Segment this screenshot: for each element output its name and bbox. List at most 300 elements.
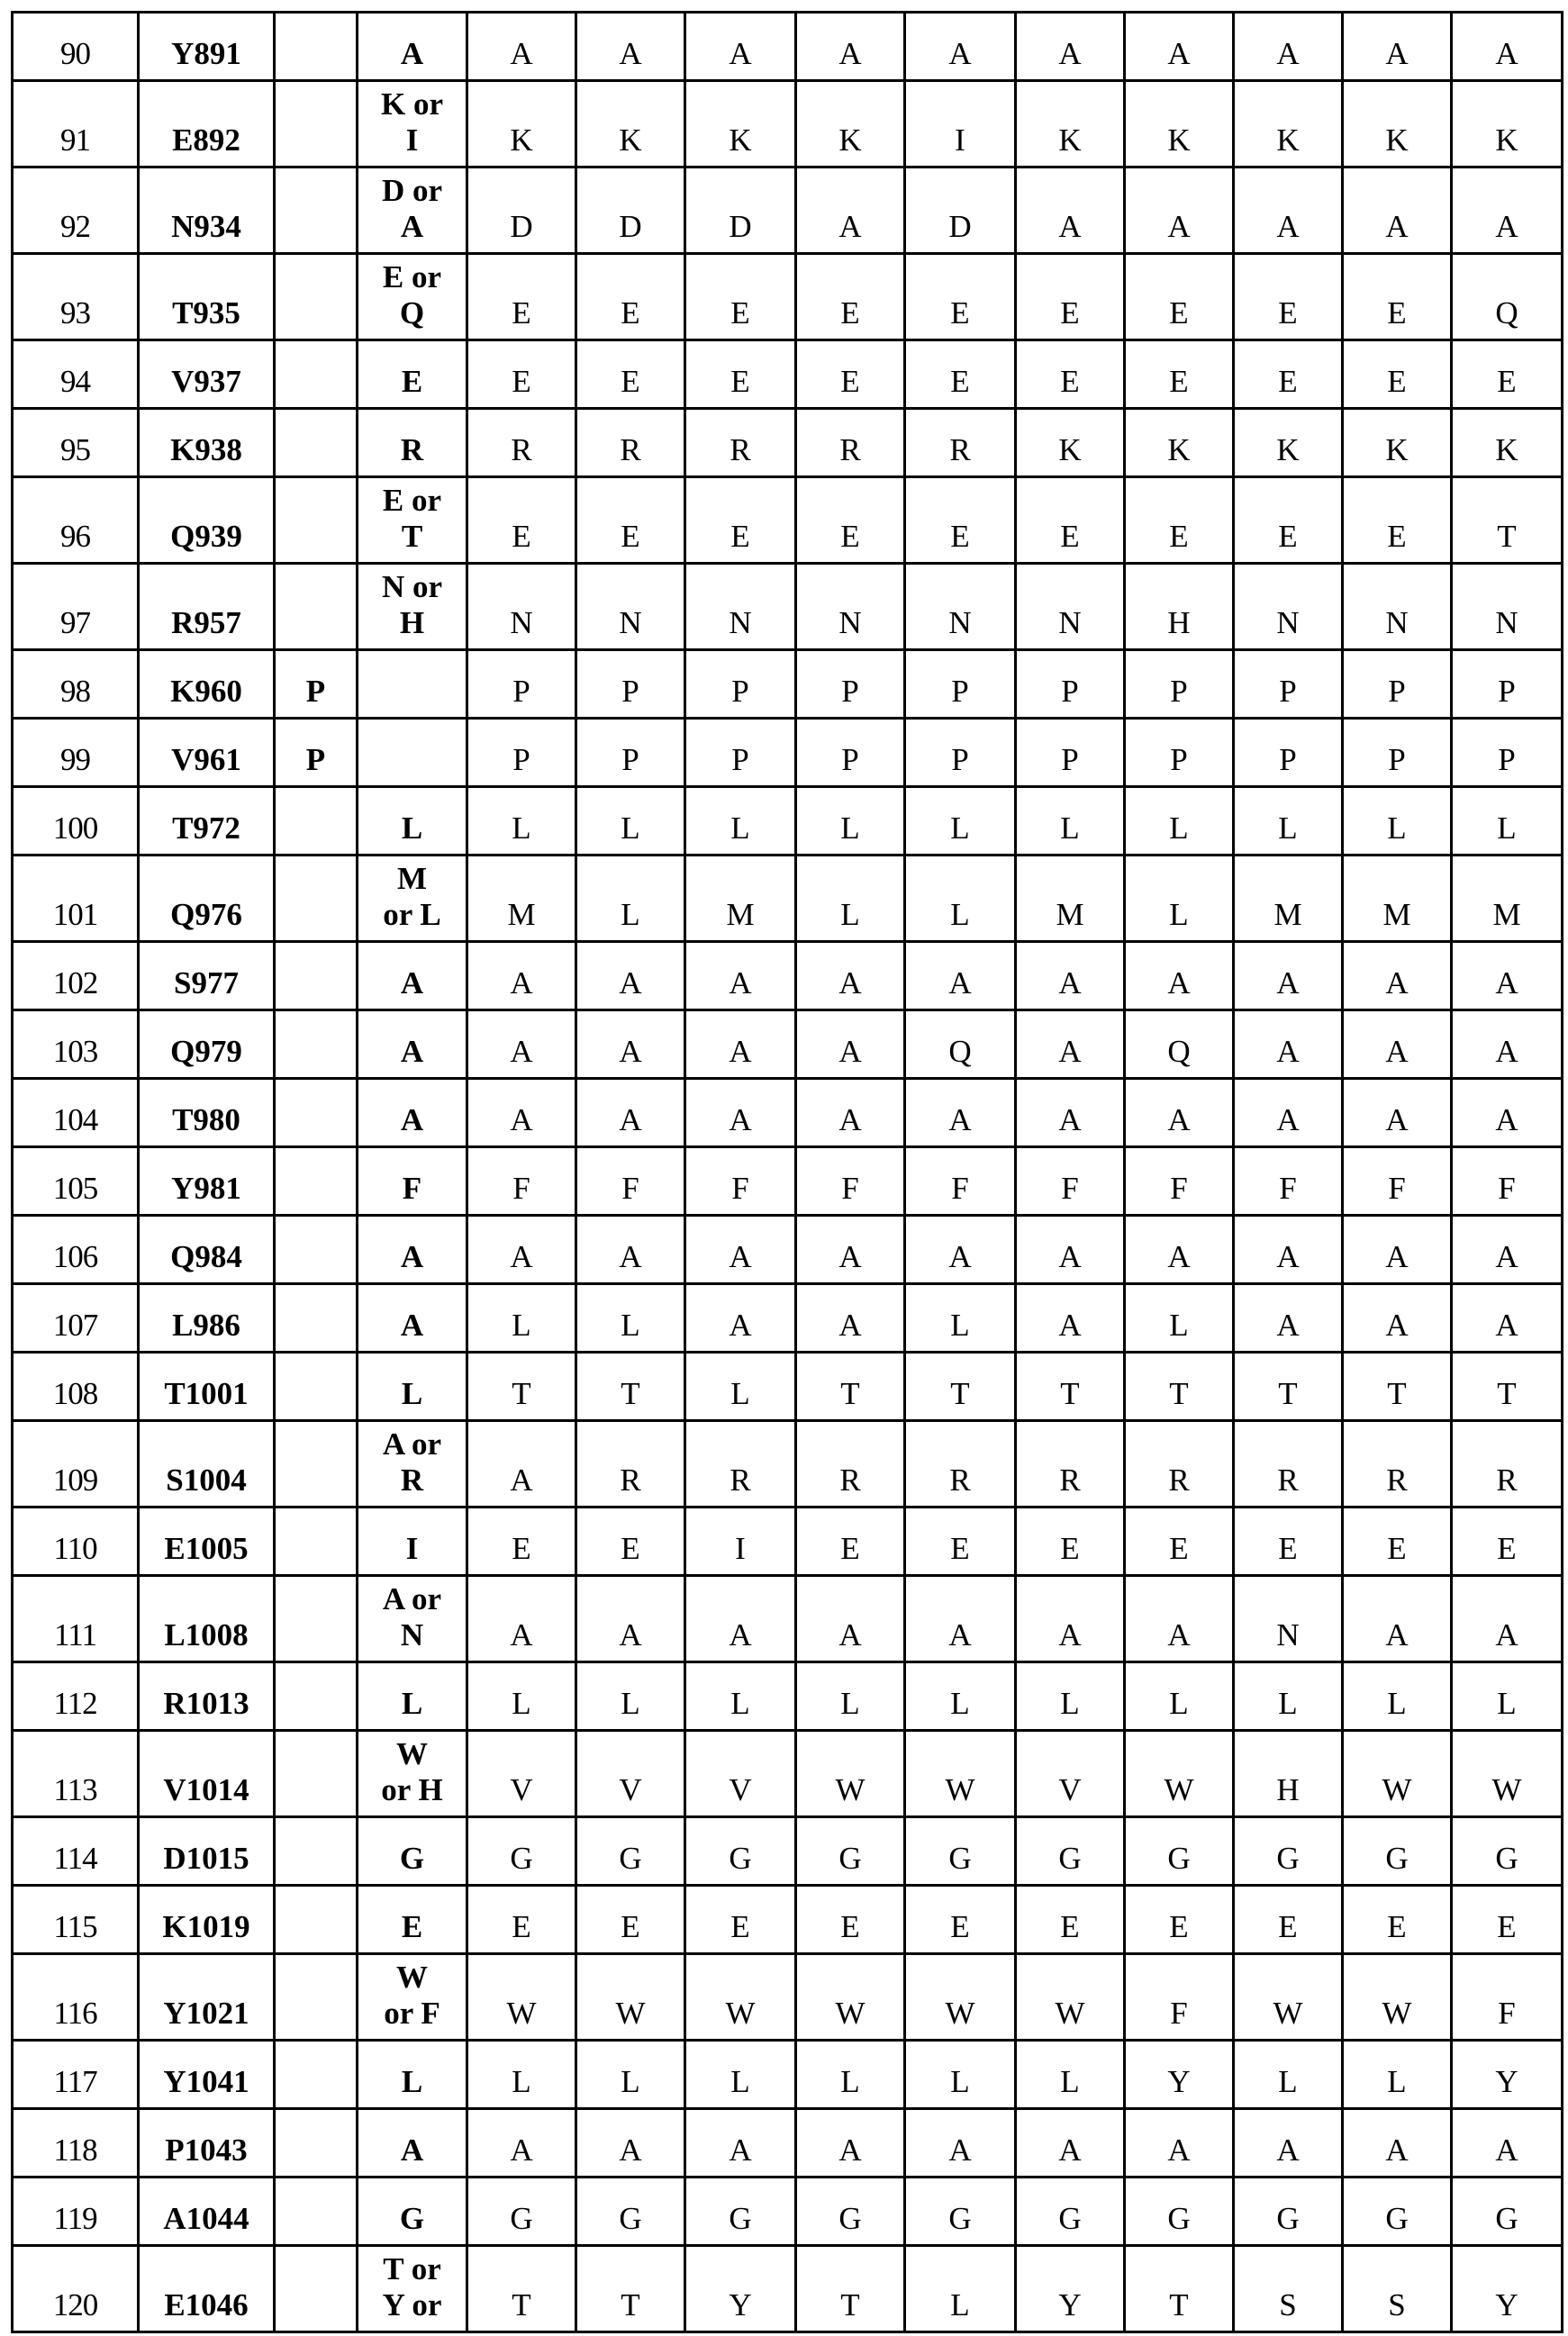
variant-cell: P (905, 650, 1016, 719)
variant-cell: A (1234, 13, 1343, 81)
table-row (13, 719, 1563, 787)
variant-cell: K (1016, 81, 1125, 168)
variant-cell: W (1343, 1954, 1452, 2041)
variant-cell: I (905, 81, 1016, 168)
variant-cell: P (796, 719, 905, 787)
variant-cell: F (1125, 1147, 1234, 1216)
variant-cell: G (1343, 2178, 1452, 2246)
variant-cell: E (685, 254, 796, 340)
variant-cell: A (796, 168, 905, 254)
row-number-cell: 93 (13, 254, 139, 340)
variant-cell: A (1234, 2109, 1343, 2178)
variant-cell: A (1343, 1284, 1452, 1353)
variant-cell: A (467, 1079, 576, 1147)
variant-cell: A (1016, 1079, 1125, 1147)
variant-cell: A (467, 1216, 576, 1284)
substitution-cell: F (358, 1147, 467, 1216)
substitution-cell: G (358, 1817, 467, 1886)
variant-cell: E (685, 1886, 796, 1954)
substitution-cell: A (358, 13, 467, 81)
variant-cell: A (1452, 13, 1563, 81)
p-marker-cell (275, 856, 358, 942)
variant-cell: L (1125, 1662, 1234, 1731)
variant-cell: P (1343, 650, 1452, 719)
variant-cell: A (576, 1079, 685, 1147)
variant-cell: T (1125, 1353, 1234, 1421)
row-number-cell: 106 (13, 1216, 139, 1284)
p-marker-cell (275, 1079, 358, 1147)
variant-cell: R (796, 1421, 905, 1508)
variant-cell: R (1234, 1421, 1343, 1508)
variant-cell: D (685, 168, 796, 254)
variant-cell: A (576, 2109, 685, 2178)
variant-cell: L (1234, 787, 1343, 856)
residue-cell: R957 (139, 564, 275, 650)
substitution-cell: A (358, 942, 467, 1010)
residue-cell: P1043 (139, 2109, 275, 2178)
variant-cell: H (1234, 1731, 1343, 1817)
table-row (13, 477, 1563, 564)
variant-cell: A (576, 1216, 685, 1284)
row-number-cell: 118 (13, 2109, 139, 2178)
table-row (13, 1508, 1563, 1576)
variant-cell: F (1125, 1954, 1234, 2041)
substitution-cell: A (358, 1079, 467, 1147)
residue-cell: V937 (139, 340, 275, 409)
variant-cell: A (1452, 1010, 1563, 1079)
variant-cell: A (796, 1079, 905, 1147)
variant-cell: N (576, 564, 685, 650)
variant-cell: A (796, 2109, 905, 2178)
variant-cell: N (1016, 564, 1125, 650)
variant-cell: L (796, 856, 905, 942)
variant-cell: E (1343, 477, 1452, 564)
variant-cell: A (467, 2109, 576, 2178)
row-number-cell: 117 (13, 2041, 139, 2109)
residue-cell: R1013 (139, 1662, 275, 1731)
variant-cell: E (796, 254, 905, 340)
variant-cell: G (576, 2178, 685, 2246)
variant-cell: E (1125, 477, 1234, 564)
variant-cell: G (1234, 2178, 1343, 2246)
variant-cell: L (905, 2041, 1016, 2109)
variant-cell: T (576, 1353, 685, 1421)
residue-cell: Q984 (139, 1216, 275, 1284)
variant-cell: T (467, 1353, 576, 1421)
substitution-cell: L (358, 787, 467, 856)
variant-cell: G (905, 2178, 1016, 2246)
row-number-cell: 114 (13, 1817, 139, 1886)
table-row (13, 1010, 1563, 1079)
variant-cell: R (467, 409, 576, 477)
variant-cell: G (685, 1817, 796, 1886)
variant-cell: E (576, 1508, 685, 1576)
variant-cell: G (685, 2178, 796, 2246)
table-row (13, 564, 1563, 650)
variant-cell: E (796, 1508, 905, 1576)
variant-cell: E (1234, 1886, 1343, 1954)
variant-cell: A (796, 942, 905, 1010)
variant-cell: M (1452, 856, 1563, 942)
variant-cell: A (905, 1576, 1016, 1662)
variant-cell: A (576, 1576, 685, 1662)
variant-cell: A (1343, 2109, 1452, 2178)
variant-cell: A (1016, 1576, 1125, 1662)
table-row (13, 1079, 1563, 1147)
variant-cell: E (796, 1886, 905, 1954)
variant-cell: T (796, 1353, 905, 1421)
residue-cell: N934 (139, 168, 275, 254)
p-marker-cell: P (275, 650, 358, 719)
variant-cell: A (467, 13, 576, 81)
p-marker-cell: P (275, 719, 358, 787)
variant-cell: A (1234, 1284, 1343, 1353)
variant-cell: A (685, 1284, 796, 1353)
variant-cell: V (685, 1731, 796, 1817)
variant-cell: L (1125, 856, 1234, 942)
variant-cell: E (1343, 1508, 1452, 1576)
variant-cell: A (1125, 1576, 1234, 1662)
row-number-cell: 90 (13, 13, 139, 81)
variant-cell: A (1452, 1576, 1563, 1662)
table-row (13, 81, 1563, 168)
table-row (13, 13, 1563, 81)
variant-cell: D (467, 168, 576, 254)
variant-cell: P (685, 650, 796, 719)
p-marker-cell (275, 787, 358, 856)
variant-cell: A (905, 1216, 1016, 1284)
variant-cell: L (576, 2041, 685, 2109)
variant-cell: E (1125, 1886, 1234, 1954)
p-marker-cell (275, 1284, 358, 1353)
variant-cell: E (1016, 1886, 1125, 1954)
p-marker-cell (275, 2041, 358, 2109)
substitution-cell: A (358, 1216, 467, 1284)
variant-cell: W (905, 1954, 1016, 2041)
substitution-cell: K or I (358, 81, 467, 168)
variant-cell: W (796, 1731, 905, 1817)
substitution-cell: I (358, 1508, 467, 1576)
p-marker-cell (275, 409, 358, 477)
substitution-cell (358, 650, 467, 719)
table-row (13, 1421, 1563, 1508)
variant-cell: R (905, 1421, 1016, 1508)
substitution-cell: M or L (358, 856, 467, 942)
variant-cell: A (796, 1216, 905, 1284)
variant-cell: A (796, 1284, 905, 1353)
p-marker-cell (275, 1576, 358, 1662)
row-number-cell: 91 (13, 81, 139, 168)
table-row (13, 1731, 1563, 1817)
variant-cell: R (905, 409, 1016, 477)
row-number-cell: 100 (13, 787, 139, 856)
variant-cell: L (1234, 1662, 1343, 1731)
variant-cell: T (796, 2246, 905, 2332)
residue-cell: D1015 (139, 1817, 275, 1886)
variant-cell: R (1125, 1421, 1234, 1508)
variant-cell: K (1452, 409, 1563, 477)
variant-cell: E (1016, 254, 1125, 340)
variant-cell: L (1343, 2041, 1452, 2109)
variant-cell: E (576, 254, 685, 340)
variant-cell: V (467, 1731, 576, 1817)
variant-cell: A (685, 1216, 796, 1284)
variant-cell: E (1343, 340, 1452, 409)
variant-cell: L (1452, 1662, 1563, 1731)
variant-cell: P (1125, 719, 1234, 787)
variant-cell: A (1452, 1079, 1563, 1147)
variant-cell: N (1234, 564, 1343, 650)
variant-cell: P (685, 719, 796, 787)
variant-cell: A (576, 942, 685, 1010)
variant-cell: E (467, 340, 576, 409)
table-row (13, 1216, 1563, 1284)
variant-cell: R (1016, 1421, 1125, 1508)
substitution-cell: L (358, 2041, 467, 2109)
variant-cell: N (905, 564, 1016, 650)
variant-cell: A (1343, 13, 1452, 81)
variant-cell: A (1234, 1216, 1343, 1284)
variant-cell: D (576, 168, 685, 254)
variant-cell: A (1125, 13, 1234, 81)
variant-cell: P (467, 650, 576, 719)
variant-cell: A (685, 1576, 796, 1662)
variant-cell: P (1016, 719, 1125, 787)
variant-cell: P (1452, 719, 1563, 787)
table-row (13, 1576, 1563, 1662)
substitution-table (11, 11, 1563, 2333)
residue-cell: S1004 (139, 1421, 275, 1508)
variant-cell: E (905, 340, 1016, 409)
variant-cell: L (685, 1662, 796, 1731)
variant-cell: L (467, 1284, 576, 1353)
table-row (13, 340, 1563, 409)
variant-cell: M (1234, 856, 1343, 942)
variant-cell: L (905, 856, 1016, 942)
variant-cell: W (1343, 1731, 1452, 1817)
variant-cell: N (1343, 564, 1452, 650)
variant-cell: F (576, 1147, 685, 1216)
variant-cell: E (1343, 254, 1452, 340)
variant-cell: A (1016, 942, 1125, 1010)
table-row (13, 787, 1563, 856)
variant-cell: L (467, 1662, 576, 1731)
table-row (13, 2246, 1563, 2332)
variant-cell: E (576, 340, 685, 409)
variant-cell: K (796, 81, 905, 168)
p-marker-cell (275, 254, 358, 340)
variant-cell: Q (1452, 254, 1563, 340)
variant-cell: V (576, 1731, 685, 1817)
variant-cell: A (1016, 13, 1125, 81)
variant-cell: A (1343, 1216, 1452, 1284)
variant-cell: A (1125, 1079, 1234, 1147)
variant-cell: P (1234, 650, 1343, 719)
variant-cell: Y (1016, 2246, 1125, 2332)
row-number-cell: 111 (13, 1576, 139, 1662)
residue-cell: T980 (139, 1079, 275, 1147)
substitution-cell: R (358, 409, 467, 477)
residue-cell: A1044 (139, 2178, 275, 2246)
p-marker-cell (275, 1662, 358, 1731)
variant-cell: G (576, 1817, 685, 1886)
variant-cell: T (1343, 1353, 1452, 1421)
p-marker-cell (275, 1954, 358, 2041)
substitution-cell: A or N (358, 1576, 467, 1662)
table-row (13, 168, 1563, 254)
variant-cell: K (1016, 409, 1125, 477)
variant-cell: F (685, 1147, 796, 1216)
substitution-cell: D or A (358, 168, 467, 254)
row-number-cell: 98 (13, 650, 139, 719)
row-number-cell: 112 (13, 1662, 139, 1731)
variant-cell: P (467, 719, 576, 787)
variant-cell: W (1452, 1731, 1563, 1817)
residue-cell: Y1021 (139, 1954, 275, 2041)
variant-cell: K (1343, 81, 1452, 168)
variant-cell: L (905, 1284, 1016, 1353)
variant-cell: S (1343, 2246, 1452, 2332)
p-marker-cell (275, 1817, 358, 1886)
row-number-cell: 101 (13, 856, 139, 942)
variant-cell: W (1016, 1954, 1125, 2041)
variant-cell: T (1234, 1353, 1343, 1421)
variant-cell: A (1452, 942, 1563, 1010)
variant-cell: M (685, 856, 796, 942)
variant-cell: A (685, 13, 796, 81)
variant-cell: K (685, 81, 796, 168)
row-number-cell: 105 (13, 1147, 139, 1216)
variant-cell: L (1452, 787, 1563, 856)
variant-cell: P (796, 650, 905, 719)
variant-cell: Y (1125, 2041, 1234, 2109)
variant-cell: A (576, 1010, 685, 1079)
p-marker-cell (275, 477, 358, 564)
variant-cell: A (1234, 1079, 1343, 1147)
variant-cell: L (1016, 1662, 1125, 1731)
substitution-cell: G (358, 2178, 467, 2246)
variant-cell: A (1452, 168, 1563, 254)
variant-cell: A (905, 2109, 1016, 2178)
variant-cell: P (1125, 650, 1234, 719)
variant-cell: E (905, 477, 1016, 564)
variant-cell: G (1234, 1817, 1343, 1886)
variant-cell: P (1452, 650, 1563, 719)
variant-cell: E (1452, 340, 1563, 409)
variant-cell: A (467, 942, 576, 1010)
variant-cell: T (576, 2246, 685, 2332)
variant-cell: E (796, 477, 905, 564)
variant-cell: A (905, 1079, 1016, 1147)
residue-cell: E1005 (139, 1508, 275, 1576)
row-number-cell: 104 (13, 1079, 139, 1147)
variant-cell: Y (1452, 2246, 1563, 2332)
residue-cell: T935 (139, 254, 275, 340)
variant-cell: A (1016, 1010, 1125, 1079)
variant-cell: E (467, 254, 576, 340)
variant-cell: A (685, 1079, 796, 1147)
variant-cell: A (1125, 942, 1234, 1010)
variant-cell: A (685, 1010, 796, 1079)
variant-cell: T (1125, 2246, 1234, 2332)
variant-cell: T (467, 2246, 576, 2332)
variant-cell: E (905, 1886, 1016, 1954)
variant-cell: A (1343, 1010, 1452, 1079)
variant-cell: A (467, 1421, 576, 1508)
variant-cell: E (796, 340, 905, 409)
variant-cell: L (905, 787, 1016, 856)
variant-cell: Y (1452, 2041, 1563, 2109)
variant-cell: H (1125, 564, 1234, 650)
variant-cell: E (905, 1508, 1016, 1576)
variant-cell: A (796, 1010, 905, 1079)
residue-cell: L986 (139, 1284, 275, 1353)
substitution-cell: A (358, 2109, 467, 2178)
residue-cell: K938 (139, 409, 275, 477)
variant-cell: R (1343, 1421, 1452, 1508)
table-row (13, 2041, 1563, 2109)
row-number-cell: 120 (13, 2246, 139, 2332)
variant-cell: K (1125, 409, 1234, 477)
substitution-cell: E (358, 1886, 467, 1954)
variant-cell: A (905, 942, 1016, 1010)
variant-cell: W (467, 1954, 576, 2041)
variant-cell: L (576, 787, 685, 856)
table-row (13, 1817, 1563, 1886)
substitution-cell: E (358, 340, 467, 409)
variant-cell: N (685, 564, 796, 650)
variant-cell: L (1343, 787, 1452, 856)
variant-cell: R (1452, 1421, 1563, 1508)
residue-cell: V1014 (139, 1731, 275, 1817)
variant-cell: A (1125, 1216, 1234, 1284)
variant-cell: T (1452, 477, 1563, 564)
p-marker-cell (275, 1886, 358, 1954)
variant-cell: P (1234, 719, 1343, 787)
table-row (13, 409, 1563, 477)
row-number-cell: 97 (13, 564, 139, 650)
variant-cell: F (796, 1147, 905, 1216)
variant-cell: L (576, 1284, 685, 1353)
p-marker-cell (275, 81, 358, 168)
variant-cell: A (1452, 1216, 1563, 1284)
variant-cell: E (1125, 340, 1234, 409)
variant-cell: G (1016, 2178, 1125, 2246)
variant-cell: N (1452, 564, 1563, 650)
variant-cell: A (1343, 942, 1452, 1010)
variant-cell: E (905, 254, 1016, 340)
residue-cell: Y1041 (139, 2041, 275, 2109)
variant-cell: L (1016, 787, 1125, 856)
variant-cell: A (1234, 168, 1343, 254)
p-marker-cell (275, 1508, 358, 1576)
variant-cell: L (796, 787, 905, 856)
variant-cell: L (796, 2041, 905, 2109)
substitution-cell: A (358, 1010, 467, 1079)
variant-cell: N (1234, 1576, 1343, 1662)
substitution-cell: T or Y or (358, 2246, 467, 2332)
variant-cell: P (905, 719, 1016, 787)
row-number-cell: 96 (13, 477, 139, 564)
variant-cell: A (1016, 1284, 1125, 1353)
variant-cell: L (1016, 2041, 1125, 2109)
row-number-cell: 108 (13, 1353, 139, 1421)
variant-cell: R (685, 1421, 796, 1508)
variant-cell: W (1234, 1954, 1343, 2041)
row-number-cell: 99 (13, 719, 139, 787)
variant-cell: M (467, 856, 576, 942)
row-number-cell: 103 (13, 1010, 139, 1079)
